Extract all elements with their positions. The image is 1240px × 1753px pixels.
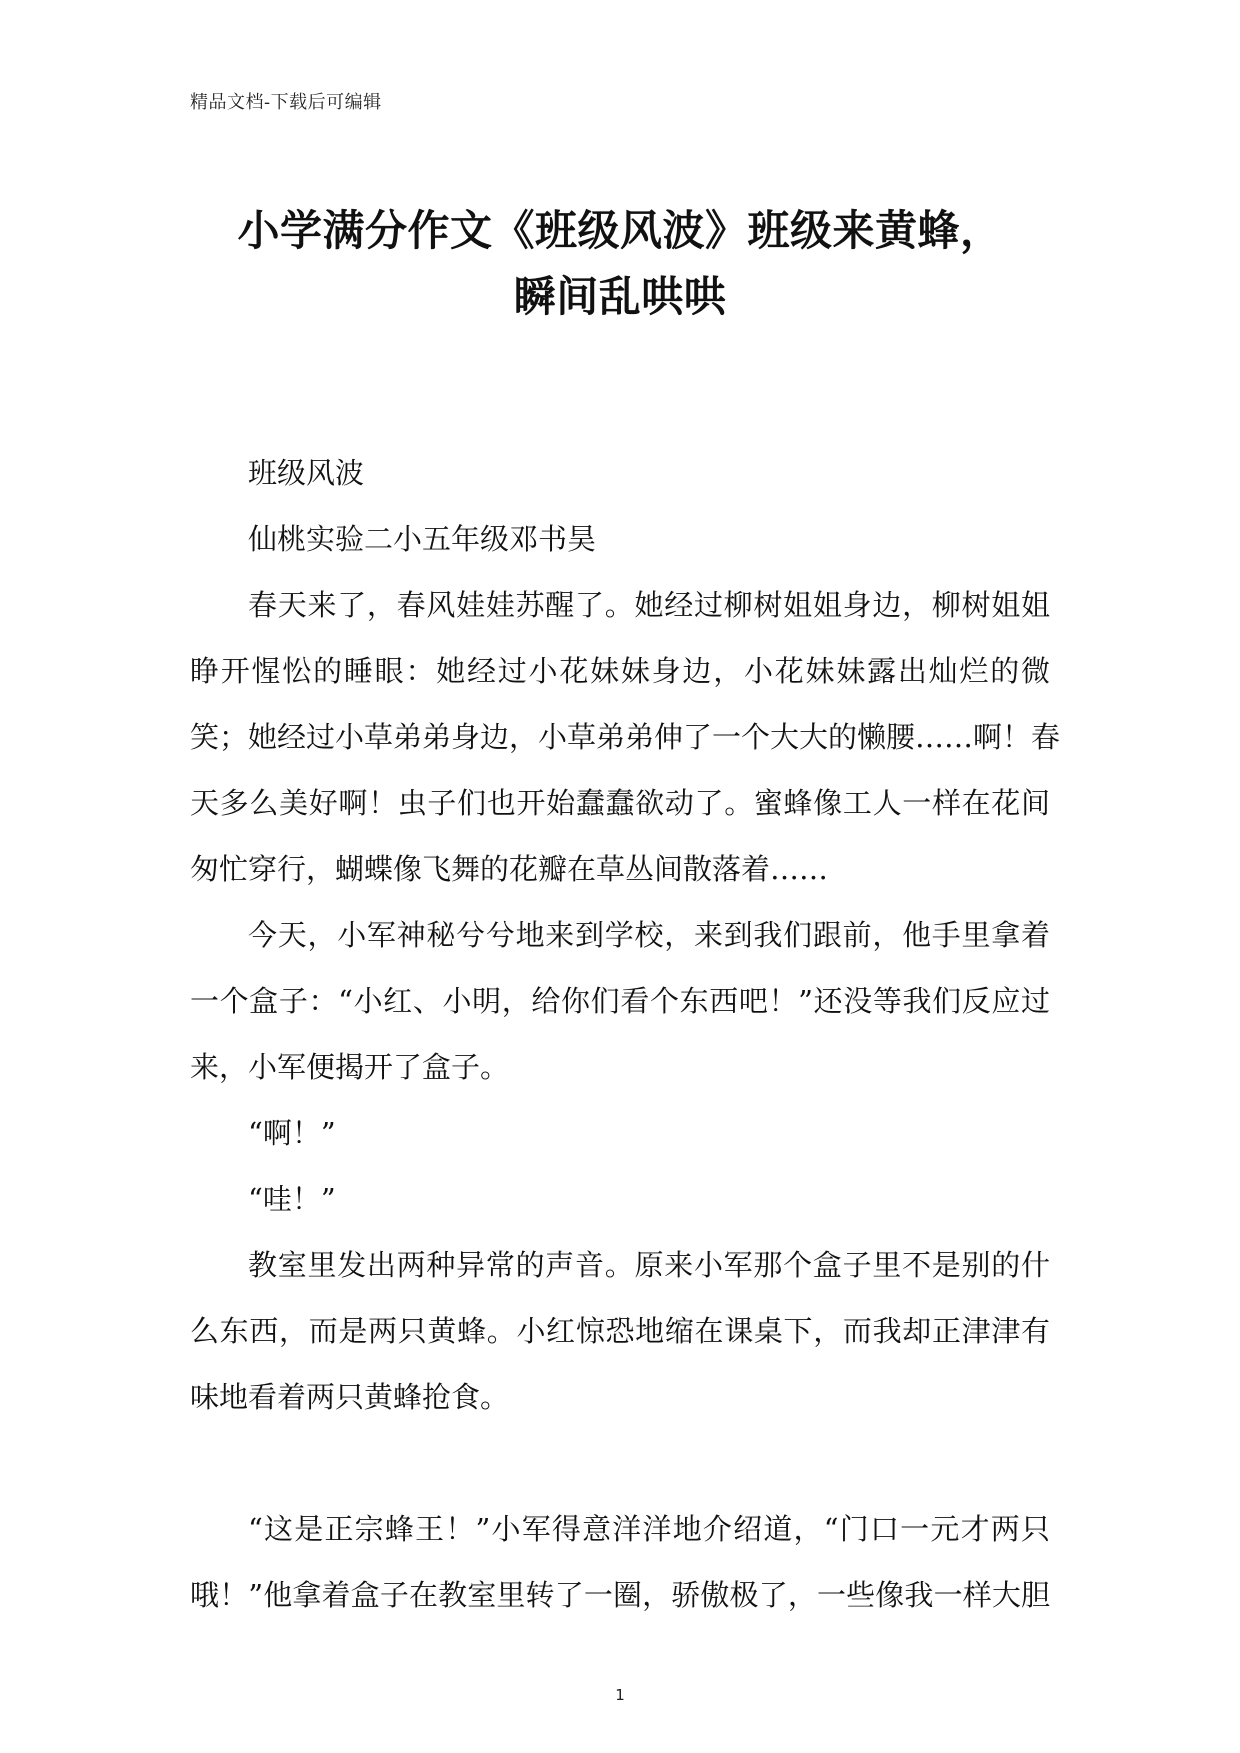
page-number: 1 (615, 1686, 625, 1704)
body-line: 天多么美好啊！虫子们也开始蠢蠢欲动了。蜜蜂像工人一样在花间 (190, 786, 1050, 820)
title-line-2: 瞬间乱哄哄 (513, 272, 727, 321)
title-line-1: 小学满分作文《班级风波》班级来黄蜂， (237, 206, 1003, 255)
essay-heading: 班级风波 (248, 456, 365, 490)
body-line: “啊！” (248, 1116, 336, 1150)
body-line: 一个盒子：“小红、小明，给你们看个东西吧！”还没等我们反应过 (190, 984, 1050, 1018)
document-title (150, 198, 1090, 330)
body-line: 匆忙穿行，蝴蝶像飞舞的花瓣在草丛间散落着…… (190, 852, 829, 886)
body-line: 哦！”他拿着盒子在教室里转了一圈，骄傲极了，一些像我一样大胆 (190, 1578, 1050, 1612)
author-line: 仙桃实验二小五年级邓书昊 (248, 522, 597, 556)
body-line: 今天，小军神秘兮兮地来到学校，来到我们跟前，他手里拿着 (248, 918, 1050, 952)
body-line: 春天来了，春风娃娃苏醒了。她经过柳树姐姐身边，柳树姐姐 (248, 588, 1050, 622)
body-line: 么东西，而是两只黄蜂。小红惊恐地缩在课桌下，而我却正津津有 (190, 1314, 1050, 1348)
body-line: 味地看着两只黄蜂抢食。 (190, 1380, 510, 1414)
body-line: “哇！” (248, 1182, 336, 1216)
body-line: 笑；她经过小草弟弟身边，小草弟弟伸了一个大大的懒腰……啊！春 (190, 720, 1061, 754)
body-line: 来，小军便揭开了盒子。 (190, 1050, 510, 1084)
body-line: “这是正宗蜂王！”小军得意洋洋地介绍道，“门口一元才两只 (248, 1512, 1050, 1546)
body-line: 睁开惺忪的睡眼：她经过小花妹妹身边，小花妹妹露出灿烂的微 (190, 654, 1050, 688)
body-line: 教室里发出两种异常的声音。原来小军那个盒子里不是别的什 (248, 1248, 1050, 1282)
header-note: 精品文档-下载后可编辑 (190, 92, 382, 113)
